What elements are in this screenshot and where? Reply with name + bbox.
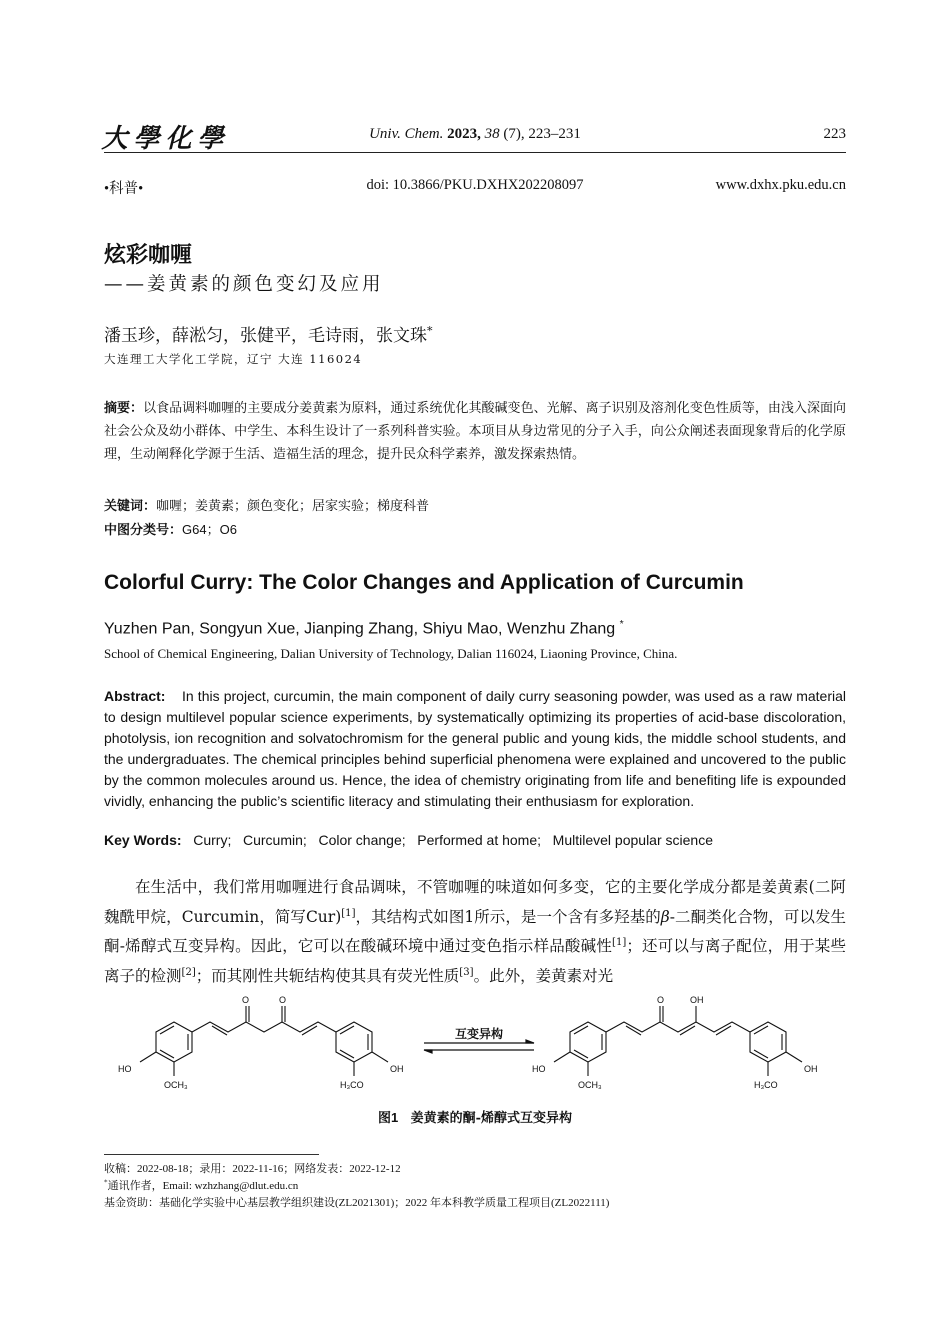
website-link[interactable]: www.dxhx.pku.edu.cn	[715, 177, 846, 193]
enol-structure	[554, 1006, 802, 1076]
classification-label: 中图分类号：	[104, 523, 183, 538]
footnote-funding: 基金资助：基础化学实验中心基层教学组织建设(ZL2021301)；2022 年本科教学质量工程项目(ZL2022111)	[104, 1197, 610, 1209]
figure-caption-text: 姜黄素的酮-烯醇式互变异构	[410, 1111, 573, 1126]
section-label: •科普•	[104, 181, 144, 197]
footnote-corresponding-text: 通讯作者，Email: wzhzhang@dlut.edu.cn	[107, 1180, 299, 1192]
classification-text: G64；O6	[182, 522, 237, 537]
authors-en	[104, 619, 624, 638]
body-text-3: -二酮类化合物，可以发生酮-烯醇式互变异构。因此，它可以在酸碱环境中通过变色指示样品酸碱性	[104, 907, 846, 956]
authors-cn-names: 潘玉珍，薛淞匀，张健平，毛诗雨，张文珠	[104, 326, 427, 346]
abstract-en	[104, 686, 846, 812]
footnote-star: *	[104, 1178, 108, 1187]
keto-h3co: H₃CO	[340, 1080, 364, 1090]
classification-cn	[104, 519, 846, 538]
authors-en-names: Yuzhen Pan, Songyun Xue, Jianping Zhang, Shiyu Mao, Wenzhu Zhang	[104, 620, 616, 638]
keto-ho: HO	[118, 1064, 132, 1074]
abstract-en-text: In this project, curcumin, the main component of daily curry seasoning powder, was used as a raw material to design multilevel popular science experiments, by systematically optimizing its properties of acid-base discoloration, photolysis, ion recognition and solvatochromism for the general public and young kids, the middle school students, and the undergraduates. The chemical principles behind superficial phenomena were explained and uncovered to the public by the common molecules around us. Hence, the idea of chemistry originating from life and benefiting life is expounded vividly, enhancing the public’s scientific literacy and stimulating their enthusiasm for exploration.	[104, 688, 846, 809]
right-benzene-ring	[336, 1022, 372, 1062]
enol-h3co: H₃CO	[754, 1080, 778, 1090]
enol-ho: HO	[532, 1064, 546, 1074]
enol-oh-top: OH	[690, 995, 704, 1005]
ref-3[interactable]: [3]	[459, 966, 474, 978]
arrow-label: 互变异构	[454, 1027, 504, 1041]
body-text-4: ；还可以与离子配位，用于某些离子的检测	[104, 937, 846, 985]
enol-o: O	[657, 995, 665, 1005]
body-text-1: 在生活中，我们常用咖喱进行食品调味，不管咖喱的味道如何多变，它的主要化学成分都是姜黄素(二阿魏酰甲烷，Curcumin，简写Cur)	[104, 878, 846, 926]
figure-1-caption	[0, 1107, 950, 1126]
enol-right-ring	[750, 1022, 786, 1062]
enol-och3: OCH₃	[578, 1080, 602, 1090]
affiliation-cn: 大连理工大学化工学院，辽宁 大连 116024	[104, 352, 363, 366]
keywords-cn-text: 咖喱；姜黄素；颜色变化；居家实验；梯度科普	[156, 499, 430, 514]
footnote-rule	[104, 1154, 319, 1155]
header-rule	[104, 152, 846, 153]
keto-och3: OCH₃	[164, 1080, 188, 1090]
journal-issue-pages: (7), 223–231	[503, 126, 581, 142]
keto-o2: O	[279, 995, 287, 1005]
ref-1[interactable]: [1]	[341, 907, 356, 919]
footnote-dates: 收稿：2022-08-18；录用：2022-11-16；网络发表：2022-12-12	[104, 1163, 401, 1175]
left-benzene-ring	[156, 1022, 192, 1062]
figure-caption-label: 图1	[377, 1110, 399, 1125]
ref-2[interactable]: [2]	[181, 966, 196, 978]
footnote-corresponding	[104, 1177, 298, 1193]
body-text-2: ，其结构式如图1所示，是一个含有多羟基的	[355, 907, 661, 926]
keywords-en-text: Curry; Curcumin; Color change; Performed at home; Multilevel popular science	[193, 832, 713, 848]
title-en: Colorful Curry: The Color Changes and Application of Curcumin	[104, 571, 744, 594]
keto-structure	[140, 1006, 388, 1076]
corresponding-mark: *	[427, 324, 433, 338]
enol-left-ring	[570, 1022, 606, 1062]
journal-citation	[0, 126, 950, 143]
authors-cn	[104, 321, 433, 346]
page-number: 223	[823, 126, 846, 142]
body-text-6: 。此外，姜黄素对光	[473, 966, 614, 985]
abstract-cn-label: 摘要：	[104, 401, 144, 416]
figure-1-structures	[104, 990, 846, 1102]
subtitle-cn: ——姜黄素的颜色变幻及应用	[104, 274, 384, 295]
keto-o1: O	[242, 995, 250, 1005]
journal-volume: 38	[484, 126, 500, 142]
keto-oh: OH	[390, 1064, 404, 1074]
body-text-5: ；而其刚性共轭结构使其具有荧光性质	[195, 966, 460, 985]
journal-logo: 大學化學	[99, 124, 236, 154]
journal-year: 2023,	[447, 126, 481, 142]
affiliation-en: School of Chemical Engineering, Dalian University of Technology, Dalian 116024, Liaoning Province, China.	[104, 646, 678, 661]
keywords-cn	[104, 495, 846, 514]
keywords-cn-label: 关键词：	[104, 499, 157, 514]
abstract-en-label: Abstract:	[104, 688, 166, 704]
corresponding-mark-en: *	[619, 619, 624, 630]
doi: doi: 10.3866/PKU.DXHX202208097	[366, 177, 584, 193]
abstract-cn	[104, 397, 846, 466]
journal-name: Univ. Chem.	[369, 126, 444, 142]
ref-1b[interactable]: [1]	[612, 937, 627, 949]
body-paragraph	[104, 874, 846, 989]
keywords-en	[104, 832, 846, 848]
equilibrium-arrows	[424, 1040, 534, 1053]
keywords-en-label: Key Words:	[104, 832, 182, 848]
enol-oh: OH	[804, 1064, 818, 1074]
abstract-cn-text: 以食品调料咖喱的主要成分姜黄素为原料，通过系统优化其酸碱变色、光解、离子识别及溶剂化变色性质等，由浅入深面向社会公众及幼小群体、中学生、本科生设计了一系列科普实验。本项目从身边常见的分子入手，向公众阐述表面现象背后的化学原理，生动阐释化学源于生活、造福生活的理念，提升民众科学素养，激发探索热情。	[104, 401, 846, 462]
title-cn: 炫彩咖喱	[104, 242, 193, 268]
beta-symbol: β	[660, 907, 670, 926]
